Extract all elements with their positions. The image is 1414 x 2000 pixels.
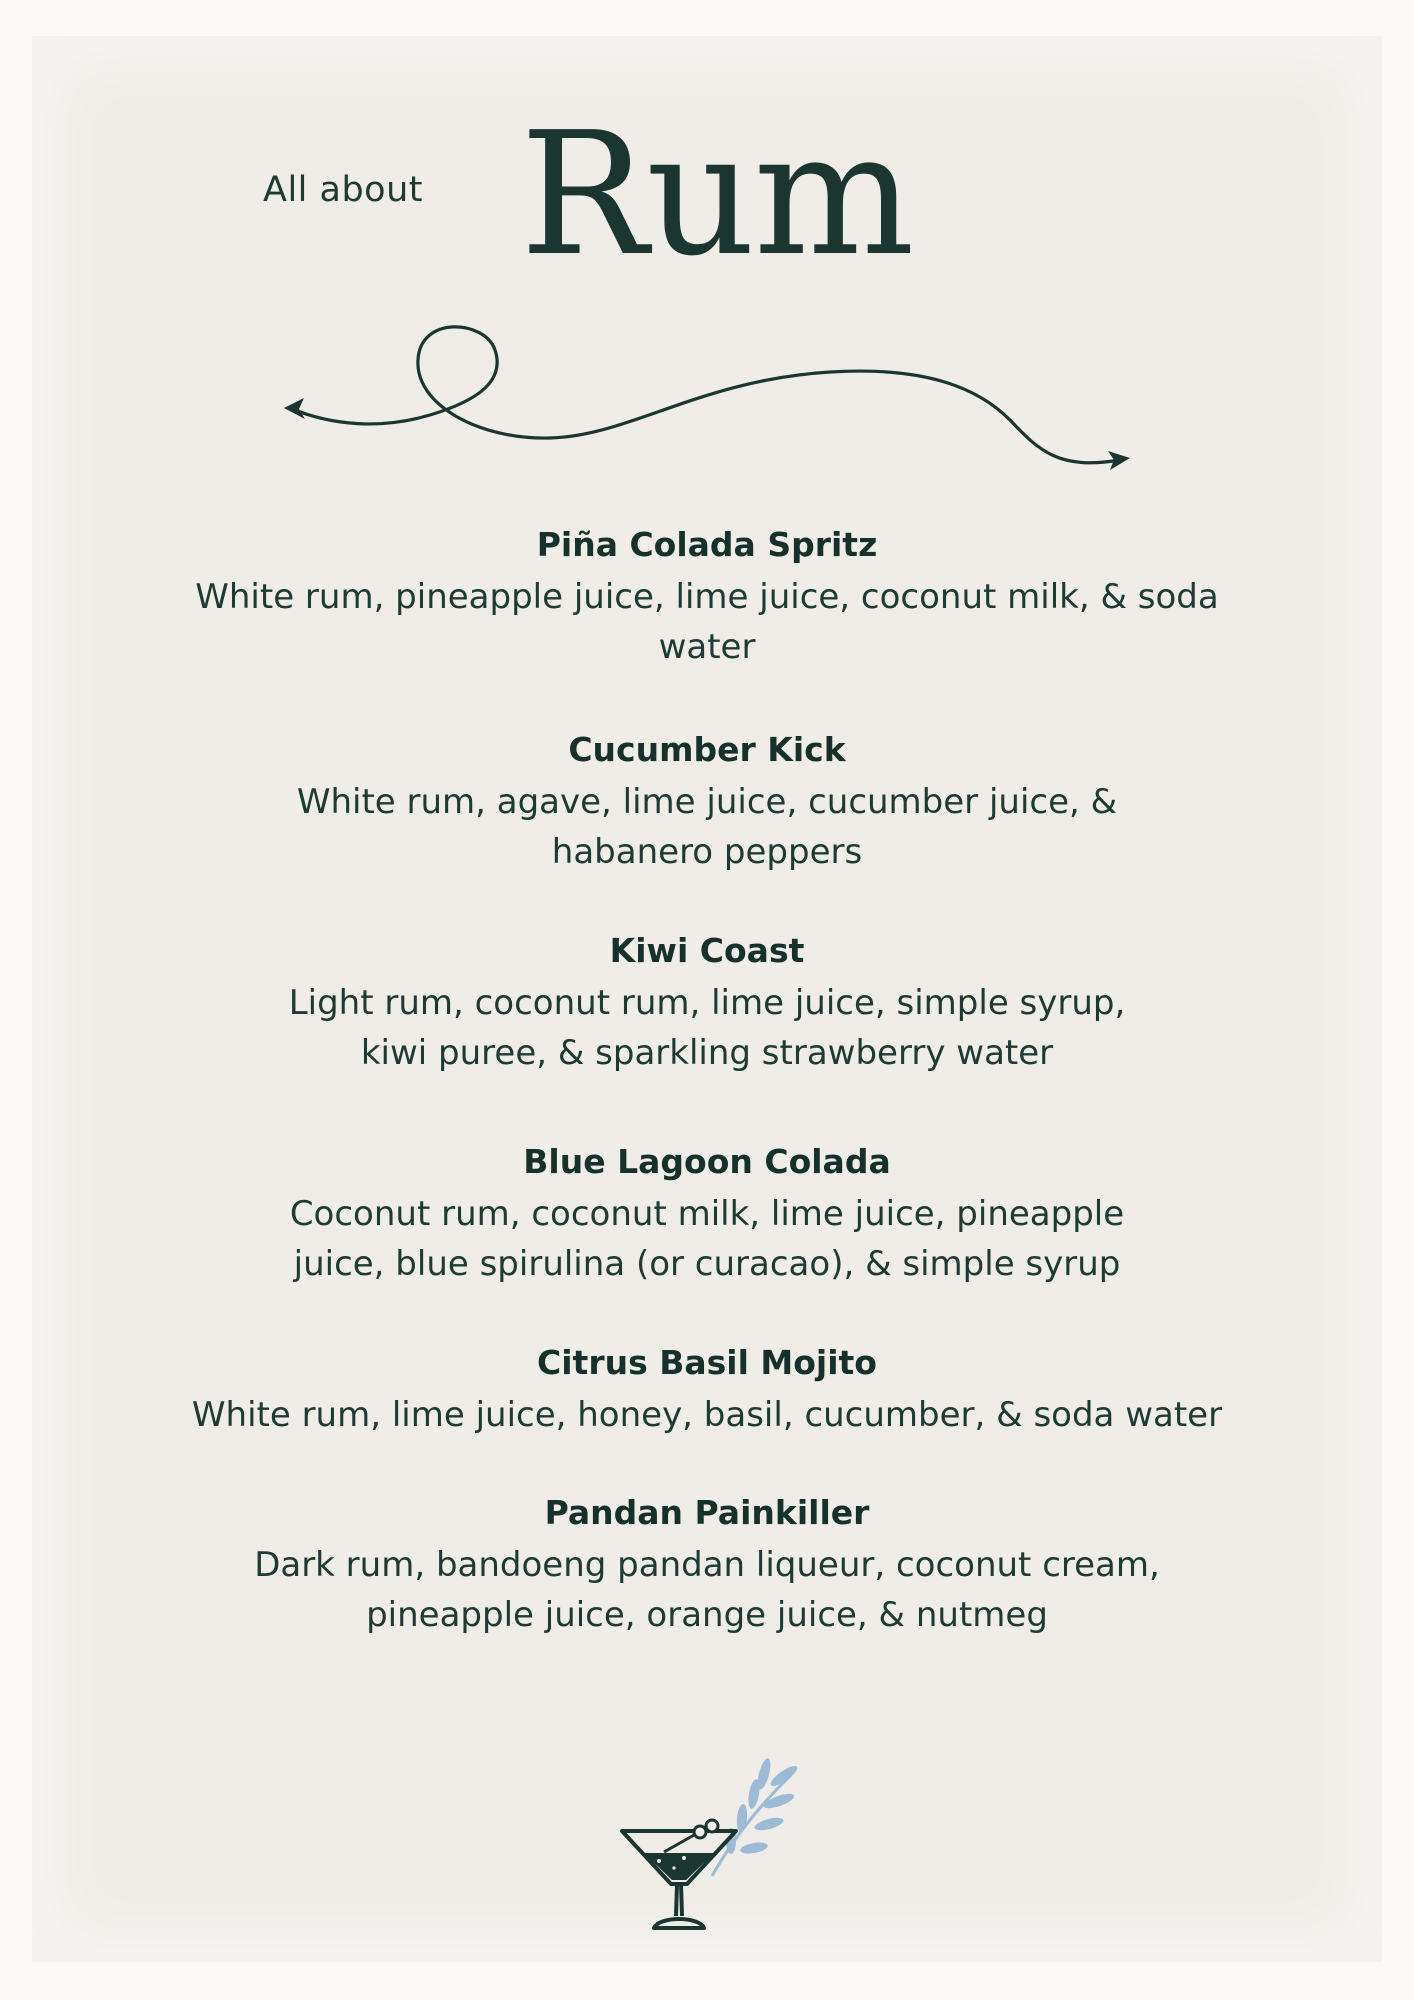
menu-item — [150, 1338, 1264, 1440]
martini-glass-icon — [614, 1756, 804, 1936]
leaf-sprig-icon — [712, 1757, 800, 1876]
menu-item-description: White rum, pineapple juice, lime juice, coconut milk, & soda water — [195, 577, 1219, 667]
menu-item-description: Light rum, coconut rum, lime juice, simple syrup, kiwi puree, & sparkling strawberry water — [288, 983, 1126, 1073]
flourish-line — [290, 327, 1120, 463]
menu-item-description: Coconut rum, coconut milk, lime juice, pineapple juice, blue spirulina (or curacao), & simple syrup — [289, 1194, 1125, 1284]
menu-item-name: Piña Colada Spritz — [536, 525, 878, 564]
menu-item-name: Pandan Painkiller — [544, 1493, 870, 1532]
menu-item — [150, 725, 1264, 877]
page-title: Rum — [520, 96, 913, 294]
menu-item-description: White rum, lime juice, honey, basil, cucumber, & soda water — [191, 1395, 1223, 1435]
menu-item-name: Kiwi Coast — [609, 931, 805, 970]
menu-item-name: Cucumber Kick — [568, 730, 846, 769]
menu-item-description: Dark rum, bandoeng pandan liqueur, coconut cream, pineapple juice, orange juice, & nutmeg — [254, 1545, 1160, 1635]
title-eyebrow: All about — [263, 170, 424, 210]
menu-item-name: Blue Lagoon Colada — [523, 1142, 891, 1181]
menu-item-description: White rum, agave, lime juice, cucumber juice, & habanero peppers — [296, 782, 1118, 872]
menu-item — [150, 1488, 1264, 1640]
left-arrowhead-icon — [284, 398, 305, 419]
double-arrow-flourish-icon — [270, 320, 1140, 480]
menu-item-name: Citrus Basil Mojito — [537, 1343, 877, 1382]
menu-item — [150, 926, 1264, 1078]
menu-item — [150, 520, 1264, 672]
menu-item — [150, 1137, 1264, 1289]
